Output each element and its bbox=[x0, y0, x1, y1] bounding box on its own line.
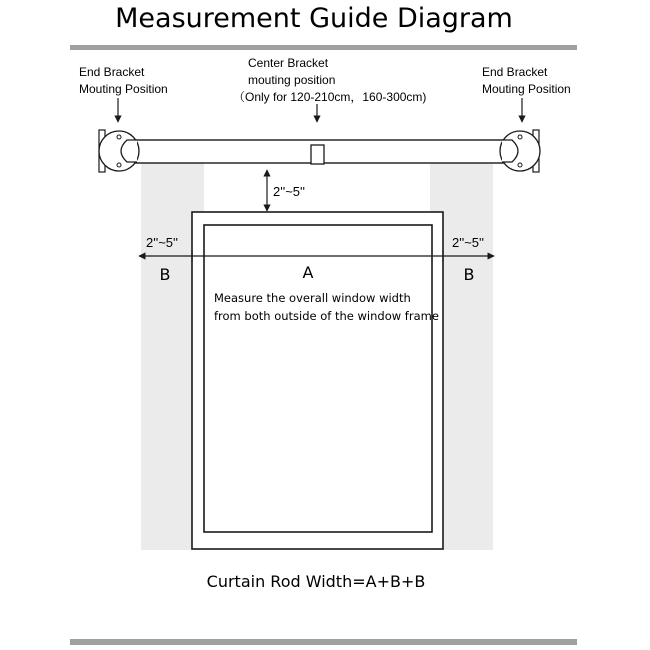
window-frame-inner bbox=[204, 225, 432, 532]
segment-b-right: B bbox=[463, 265, 475, 284]
end-bracket-right bbox=[500, 130, 540, 172]
top-gap-label: 2''~5'' bbox=[273, 184, 305, 199]
top-rule bbox=[70, 45, 577, 50]
segment-b-left: B bbox=[159, 265, 171, 284]
rod-width-formula: Curtain Rod Width=A+B+B bbox=[206, 572, 426, 591]
segment-a: A bbox=[302, 263, 314, 282]
end-bracket-right-label: End Bracket Mouting Position bbox=[482, 65, 571, 96]
end-bracket-left-label: End Bracket Mouting Position bbox=[79, 65, 168, 96]
measure-instruction: Measure the overall window width from both outside of the window frame bbox=[214, 291, 439, 323]
center-bracket bbox=[311, 145, 324, 164]
page-title: Measurement Guide Diagram bbox=[115, 3, 513, 34]
left-gap-label: 2''~5'' bbox=[146, 235, 178, 250]
right-gap-label: 2''~5'' bbox=[452, 235, 484, 250]
bottom-rule bbox=[70, 639, 577, 645]
center-bracket-label: Center Bracket mouting position （Only for 120-210cm，160-300cm) bbox=[233, 56, 427, 104]
end-bracket-left bbox=[99, 130, 139, 172]
